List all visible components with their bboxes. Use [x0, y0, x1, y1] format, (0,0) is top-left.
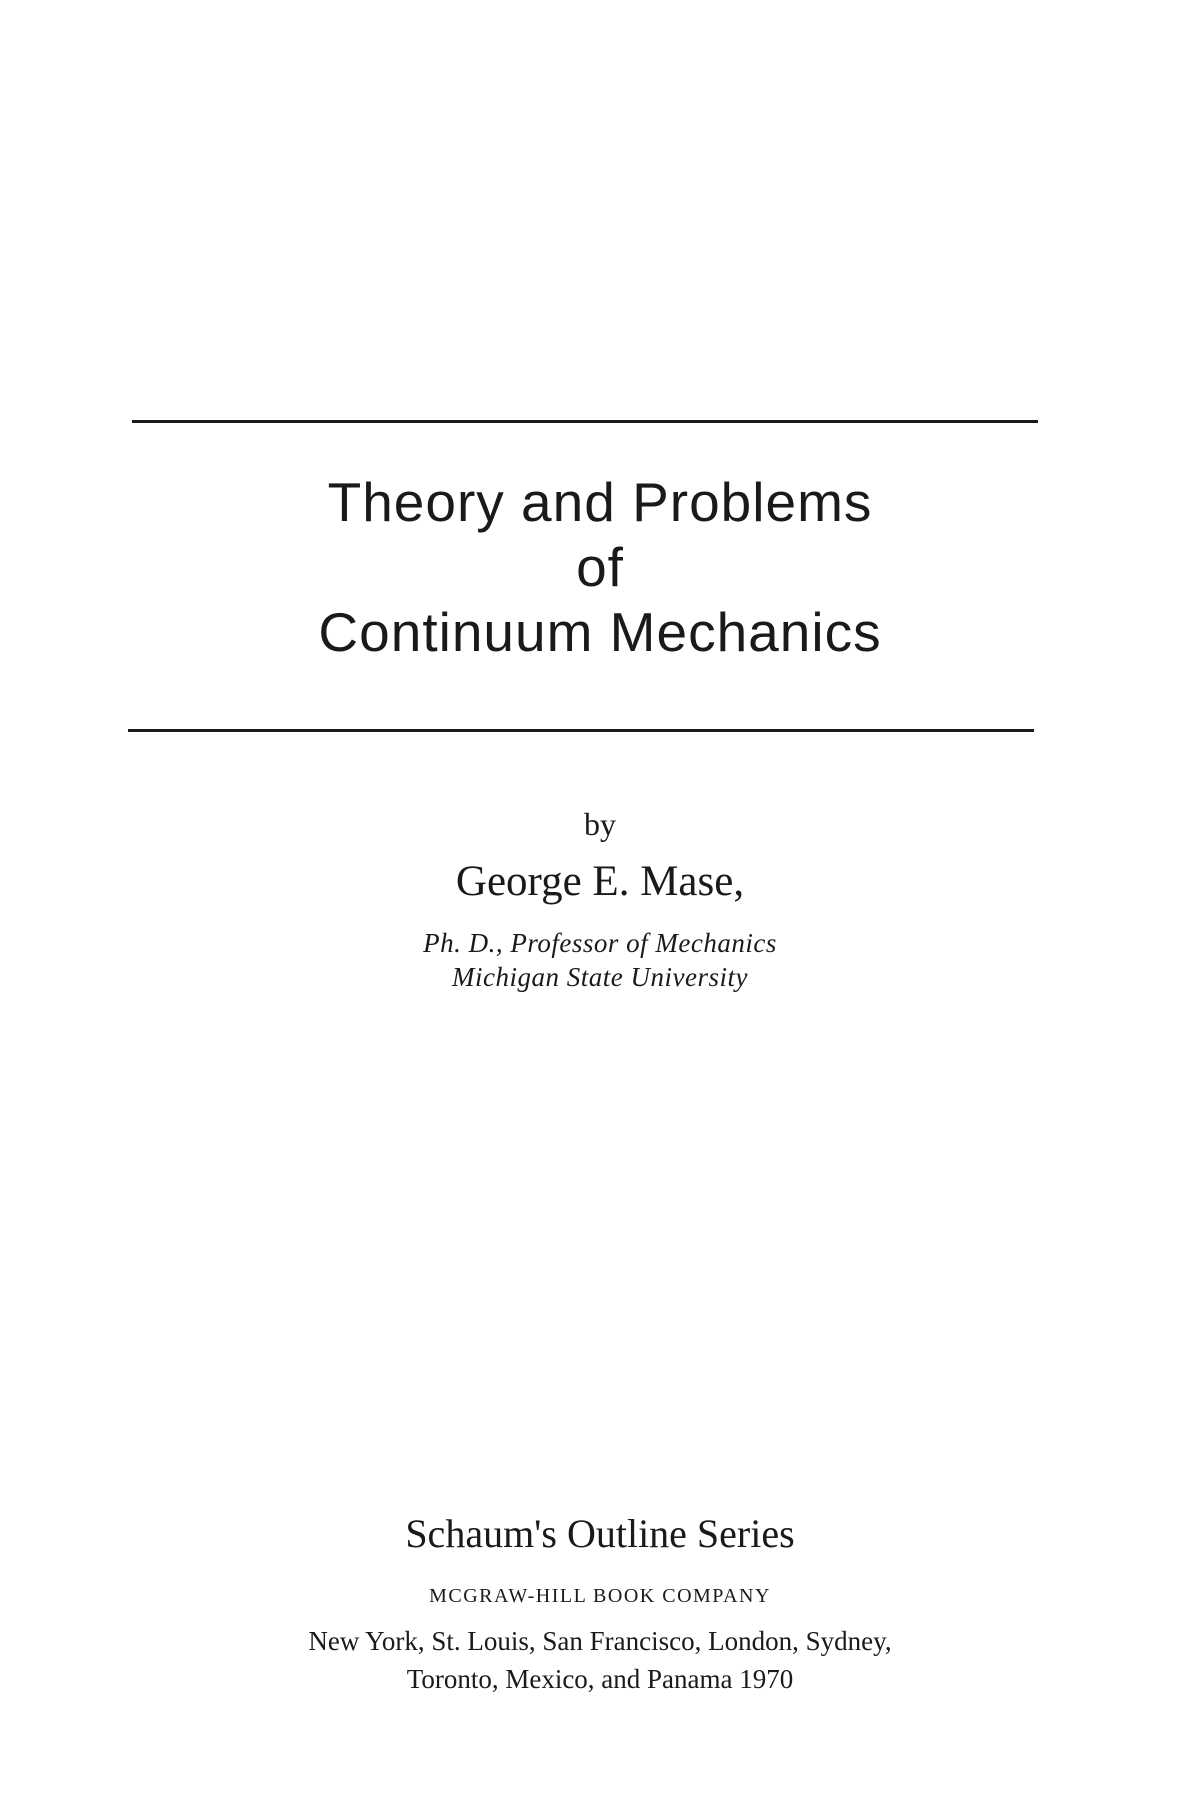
- title-line-3: Continuum Mechanics: [318, 601, 882, 663]
- publisher-name: MCGRAW-HILL BOOK COMPANY: [429, 1585, 771, 1607]
- publisher-cities-line-2: Toronto, Mexico, and Panama 1970: [406, 1664, 794, 1694]
- title-line-1: Theory and Problems: [327, 471, 873, 533]
- top-rule: [132, 420, 1038, 423]
- author-credential: Ph. D., Professor of Mechanics: [423, 928, 777, 958]
- title-line-2: of: [576, 536, 624, 598]
- bottom-rule: [128, 729, 1034, 732]
- byline: by: [584, 806, 616, 842]
- series-name: Schaum's Outline Series: [405, 1511, 795, 1556]
- author-affiliation: Michigan State University: [452, 962, 748, 992]
- publisher-cities-line-1: New York, St. Louis, San Francisco, London, Sydney,: [308, 1626, 892, 1656]
- author-name: George E. Mase,: [455, 858, 745, 905]
- book-title: [0, 470, 1200, 665]
